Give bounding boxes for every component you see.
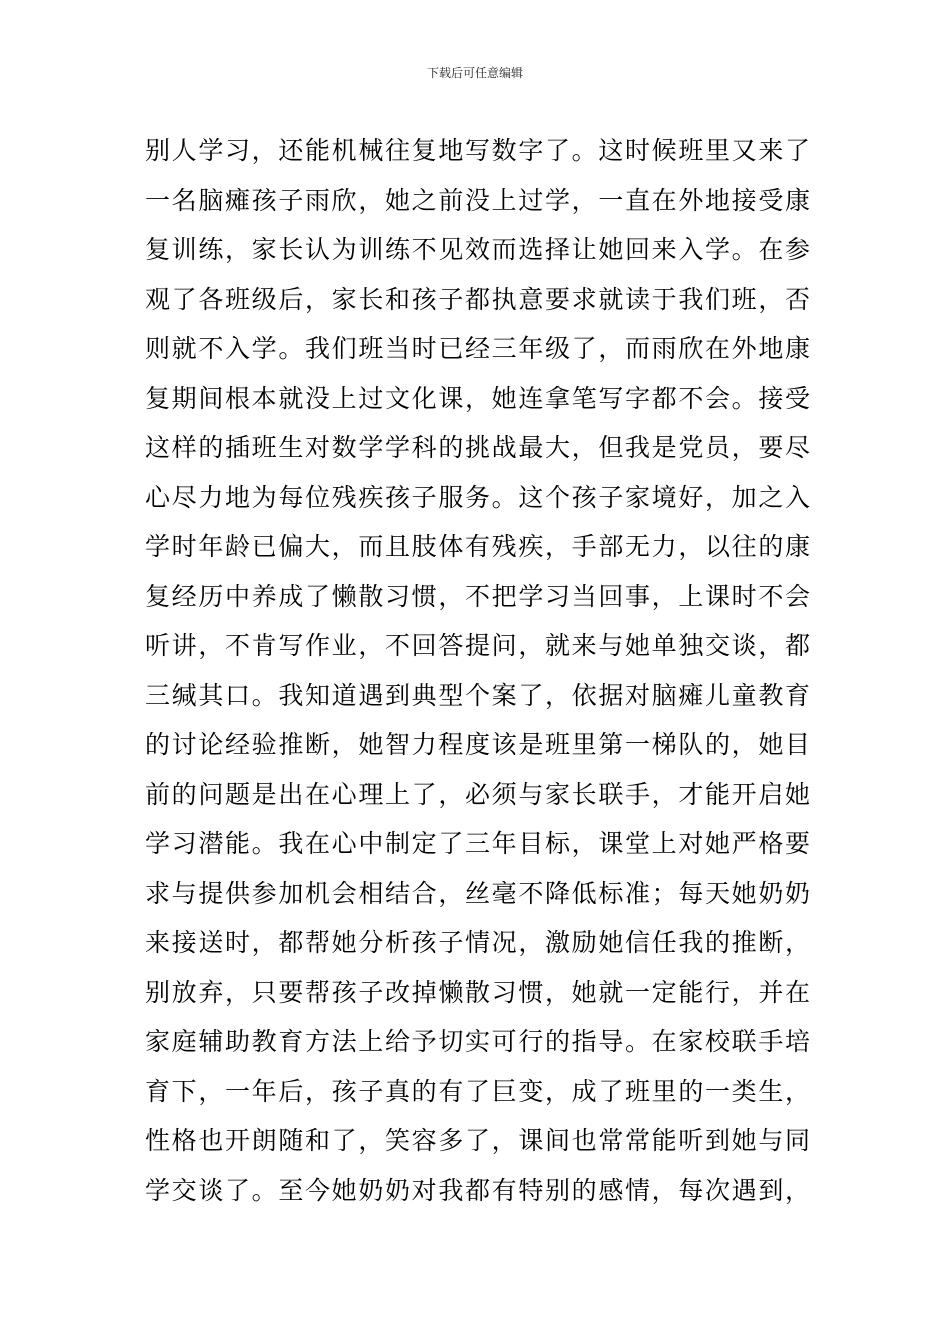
text-line: 前的问题是出在心理上了，必须与家长联手，才能开启她 — [145, 779, 810, 809]
text-line: 复训练，家长认为训练不见效而选择让她回来入学。在参 — [145, 235, 810, 264]
text-line: 育下，一年后，孩子真的有了巨变，成了班里的一类生， — [145, 1076, 810, 1106]
text-line: 学时年龄已偏大，而且肢体有残疾，手部无力，以往的康 — [145, 532, 810, 561]
text-line: 听讲，不肯写作业，不回答提问，就来与她单独交谈，都 — [145, 631, 810, 660]
text-line: 复经历中养成了懒散习惯，不把学习当回事，上课时不会 — [145, 581, 810, 611]
text-line: 学习潜能。我在心中制定了三年目标，课堂上对她严格要 — [145, 829, 810, 858]
text-line: 这样的插班生对数学学科的挑战最大，但我是党员，要尽 — [145, 433, 810, 462]
text-line: 一名脑瘫孩子雨欣，她之前没上过学，一直在外地接受康 — [145, 185, 810, 215]
page-header: 下载后可任意编辑 — [426, 66, 523, 80]
text-line: 来接送时，都帮她分析孩子情况，激励她信任我的推断， — [145, 928, 810, 957]
text-line: 三缄其口。我知道遇到典型个案了，依据对脑瘫儿童教育 — [145, 680, 810, 710]
text-line: 求与提供参加机会相结合，丝毫不降低标准；每天她奶奶 — [145, 878, 810, 908]
text-line: 则就不入学。我们班当时已经三年级了，而雨欣在外地康 — [145, 334, 810, 363]
text-line: 学交谈了。至今她奶奶对我都有特别的感情，每次遇到， — [145, 1175, 810, 1205]
text-line: 的讨论经验推断，她智力程度该是班里第一梯队的，她目 — [145, 730, 810, 759]
text-line: 家庭辅助教育方法上给予切实可行的指导。在家校联手培 — [145, 1027, 810, 1056]
body-text — [145, 126, 810, 1215]
text-line: 心尽力地为每位残疾孩子服务。这个孩子家境好，加之入 — [145, 482, 810, 512]
text-line: 复期间根本就没上过文化课，她连拿笔写字都不会。接受 — [145, 383, 810, 413]
text-line: 观了各班级后，家长和孩子都执意要求就读于我们班，否 — [145, 284, 810, 314]
text-line: 性格也开朗随和了，笑容多了，课间也常常能听到她与同 — [145, 1126, 810, 1155]
text-line: 别放弃，只要帮孩子改掉懒散习惯，她就一定能行，并在 — [145, 977, 810, 1007]
text-line: 别人学习，还能机械往复地写数字了。这时候班里又来了 — [145, 136, 810, 165]
